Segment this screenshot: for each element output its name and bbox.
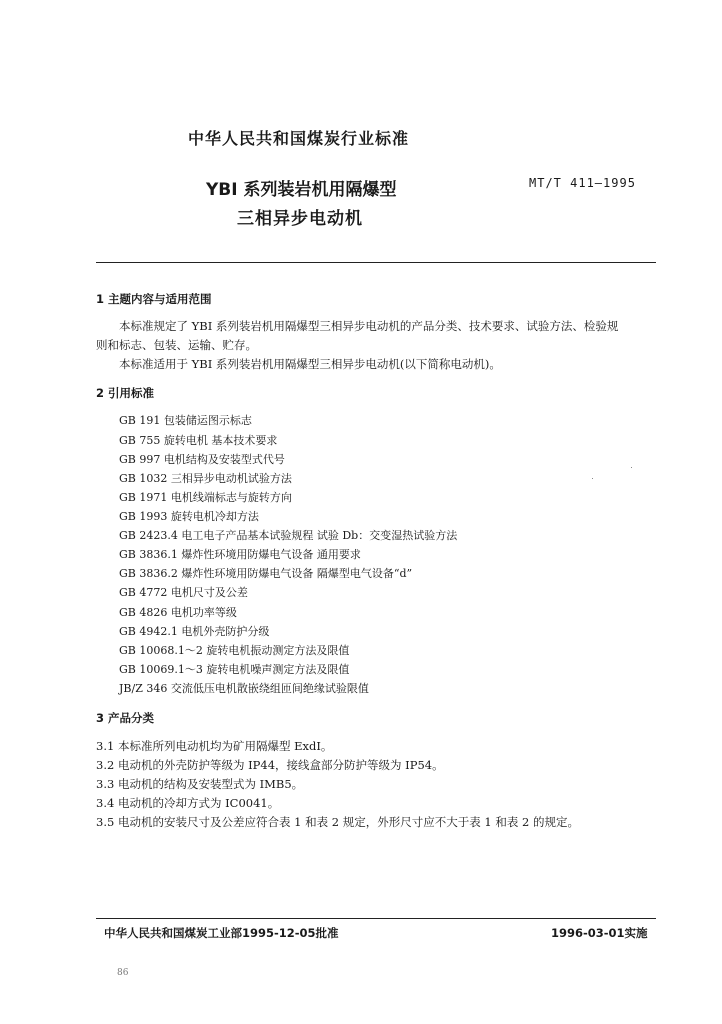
standard-title-line1: YBI 系列装岩机用隔爆型: [206, 180, 397, 200]
clause-item: 3.4 电动机的冷却方式为 IC0041。: [96, 796, 280, 810]
reference-item: GB 10068.1～2 旋转电机振动测定方法及限值: [119, 644, 350, 657]
reference-item: GB 2423.4 电工电子产品基本试验规程 试验 Db：交变湿热试验方法: [119, 529, 458, 542]
reference-item: GB 3836.2 爆炸性环境用防爆电气设备 隔爆型电气设备“d”: [119, 567, 413, 580]
reference-item: GB 191 包装储运图示标志: [119, 414, 252, 427]
standard-number: MT/T 411—1995: [529, 176, 636, 190]
clause-item: 3.5 电动机的安装尺寸及公差应符合表 1 和表 2 规定，外形尺寸应不大于表 1 和表 2 的规定。: [96, 815, 579, 829]
reference-item: GB 4826 电机功率等级: [119, 606, 237, 619]
page-number: 86: [117, 968, 129, 978]
section-2-heading: 2 引用标准: [96, 386, 155, 400]
reference-item: GB 10069.1～3 旋转电机噪声测定方法及限值: [119, 663, 350, 676]
clause-item: 3.3 电动机的结构及安装型式为 IMB5。: [96, 777, 304, 791]
section-1-paragraph-1-cont: 则和标志、包装、运输、贮存。: [96, 338, 257, 352]
reference-item: GB 4772 电机尺寸及公差: [119, 586, 248, 599]
clause-item: 3.2 电动机的外壳防护等级为 IP44，接线盒部分防护等级为 IP54。: [96, 758, 444, 772]
section-3-heading: 3 产品分类: [96, 711, 155, 725]
issuer-approval: 中华人民共和国煤炭工业部1995-12-05批准: [104, 926, 339, 940]
reference-item: GB 755 旋转电机 基本技术要求: [119, 434, 278, 447]
section-1-paragraph-2: 本标准适用于 YBI 系列装岩机用隔爆型三相异步电动机(以下简称电动机)。: [119, 357, 501, 371]
scan-speck: [592, 478, 593, 479]
reference-item: JB/Z 346 交流低压电机散嵌绕组匝间绝缘试验限值: [119, 682, 369, 695]
reference-item: GB 1971 电机线端标志与旋转方向: [119, 491, 292, 504]
clause-item: 3.1 本标准所列电动机均为矿用隔爆型 ExdI。: [96, 739, 333, 753]
header-divider: [96, 262, 656, 263]
effective-date: 1996-03-01实施: [551, 926, 648, 940]
footer-divider: [96, 918, 656, 919]
reference-item: GB 4942.1 电机外壳防护分级: [119, 625, 270, 638]
reference-item: GB 1032 三相异步电动机试验方法: [119, 472, 292, 485]
section-1-paragraph-1: 本标准规定了 YBI 系列装岩机用隔爆型三相异步电动机的产品分类、技术要求、试验方法、检验规: [119, 319, 619, 333]
reference-item: GB 1993 旋转电机冷却方法: [119, 510, 259, 523]
section-1-heading: 1 主题内容与适用范围: [96, 292, 212, 306]
reference-item: GB 997 电机结构及安装型式代号: [119, 453, 285, 466]
issuing-organization: 中华人民共和国煤炭行业标准: [188, 129, 410, 148]
standard-title-line2: 三相异步电动机: [237, 209, 363, 229]
scan-speck: [631, 467, 632, 468]
reference-item: GB 3836.1 爆炸性环境用防爆电气设备 通用要求: [119, 548, 361, 561]
